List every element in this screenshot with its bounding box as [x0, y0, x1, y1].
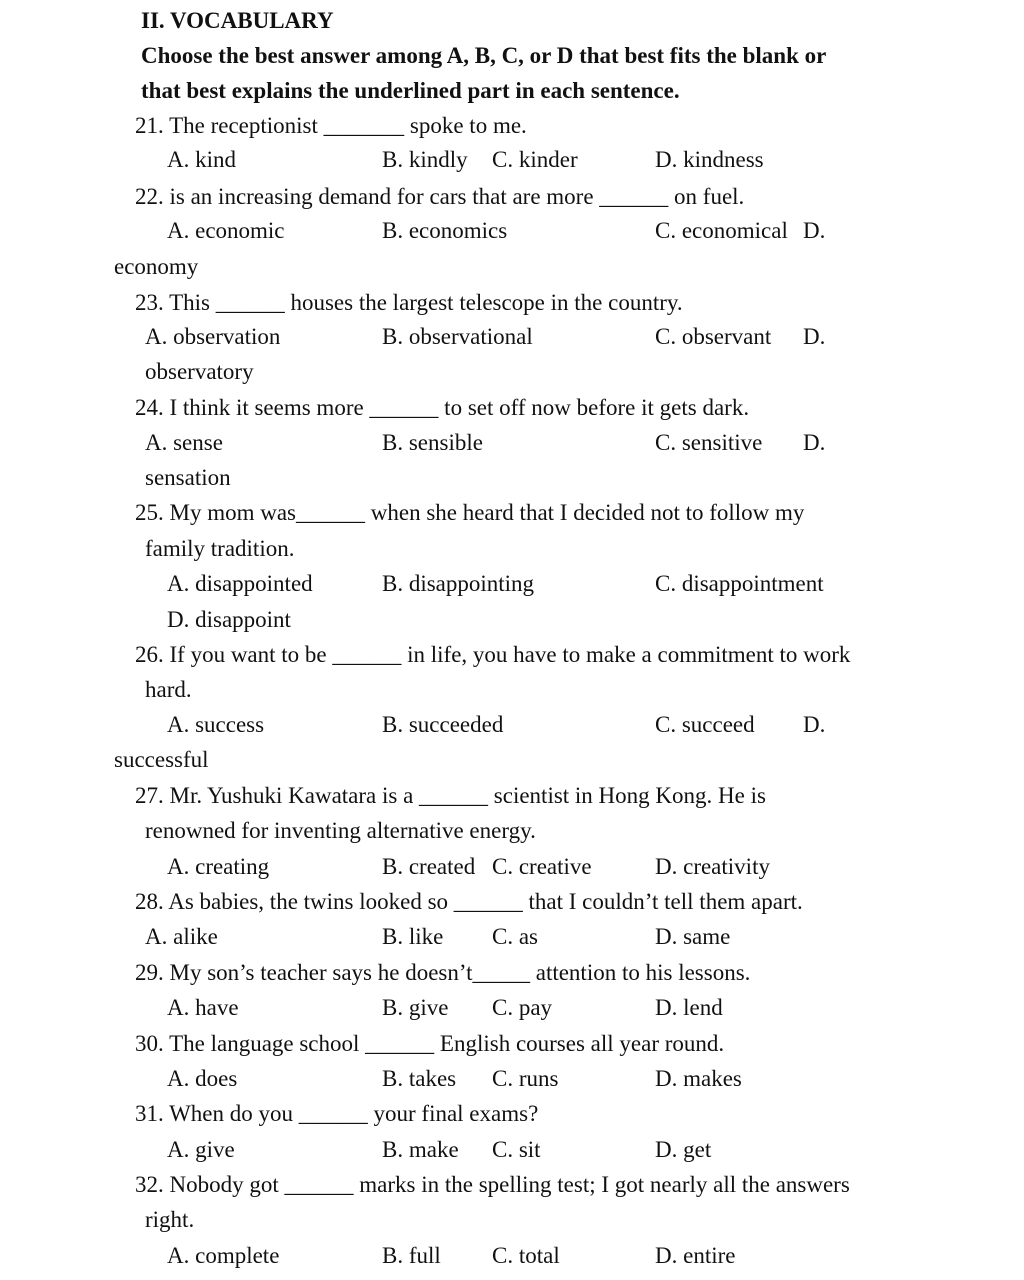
q26-option-b[interactable]: B. succeeded — [382, 712, 504, 737]
question-21-stem: 21. The receptionist _______ spoke to me. — [135, 113, 527, 138]
q21-option-d[interactable]: D. kindness — [655, 147, 764, 172]
q29-option-b[interactable]: B. give — [382, 995, 449, 1020]
q27-option-d[interactable]: D. creativity — [655, 854, 770, 879]
q32-option-a[interactable]: A. complete — [167, 1243, 280, 1268]
q30-option-b[interactable]: B. takes — [382, 1066, 457, 1091]
question-30-stem: 30. The language school ______ English courses all year round. — [135, 1031, 725, 1056]
q25-option-d[interactable]: D. disappoint — [167, 607, 291, 632]
question-28-stem: 28. As babies, the twins looked so ______ that I couldn’t tell them apart. — [135, 889, 803, 914]
q26-option-a[interactable]: A. success — [167, 712, 265, 737]
q28-option-a[interactable]: A. alike — [145, 924, 218, 949]
q23-option-c[interactable]: C. observant — [655, 324, 772, 349]
q23-option-d[interactable]: D. — [803, 324, 826, 349]
section-title: II. VOCABULARY — [141, 8, 334, 33]
q28-option-b[interactable]: B. like — [382, 924, 444, 949]
q27-option-c[interactable]: C. creative — [492, 854, 592, 879]
q23-option-b[interactable]: B. observational — [382, 324, 533, 349]
instruction-line-2: that best explains the underlined part in each sentence. — [141, 78, 680, 103]
question-29-stem: 29. My son’s teacher says he doesn’t_____ attention to his lessons. — [135, 960, 751, 985]
question-26-stem-cont: hard. — [145, 677, 192, 702]
question-27-stem-cont: renowned for inventing alternative energy. — [145, 818, 536, 843]
question-32-stem-cont: right. — [145, 1207, 195, 1232]
q31-option-d[interactable]: D. get — [655, 1137, 712, 1162]
q24-option-c[interactable]: C. sensitive — [655, 430, 763, 455]
q22-option-a[interactable]: A. economic — [167, 218, 285, 243]
question-22-stem: 22. is an increasing demand for cars that are more ______ on fuel. — [135, 184, 745, 209]
q32-option-d[interactable]: D. entire — [655, 1243, 736, 1268]
q21-option-c[interactable]: C. kinder — [492, 147, 578, 172]
q25-option-b[interactable]: B. disappointing — [382, 571, 535, 596]
q22-option-d-text: economy — [114, 254, 199, 279]
question-32-stem: 32. Nobody got ______ marks in the spelling test; I got nearly all the answers — [135, 1172, 850, 1197]
q30-option-a[interactable]: A. does — [167, 1066, 238, 1091]
question-26-stem: 26. If you want to be ______ in life, you have to make a commitment to work — [135, 642, 851, 667]
q26-option-d-text: successful — [114, 747, 209, 772]
q29-option-c[interactable]: C. pay — [492, 995, 553, 1020]
q25-option-c[interactable]: C. disappointment — [655, 571, 824, 596]
instruction-line-1: Choose the best answer among A, B, C, or D that best fits the blank or — [141, 43, 827, 68]
q21-option-b[interactable]: B. kindly — [382, 147, 468, 172]
q27-option-a[interactable]: A. creating — [167, 854, 270, 879]
q27-option-b[interactable]: B. created — [382, 854, 476, 879]
question-25-stem-cont: family tradition. — [145, 536, 295, 561]
q24-option-d-text: sensation — [145, 465, 231, 490]
q30-option-c[interactable]: C. runs — [492, 1066, 559, 1091]
q24-option-d[interactable]: D. — [803, 430, 826, 455]
q30-option-d[interactable]: D. makes — [655, 1066, 742, 1091]
question-25-stem: 25. My mom was______ when she heard that I decided not to follow my — [135, 500, 805, 525]
q32-option-c[interactable]: C. total — [492, 1243, 560, 1268]
q31-option-b[interactable]: B. make — [382, 1137, 459, 1162]
q21-option-a[interactable]: A. kind — [167, 147, 236, 172]
question-23-stem: 23. This ______ houses the largest telescope in the country. — [135, 290, 683, 315]
question-24-stem: 24. I think it seems more ______ to set off now before it gets dark. — [135, 395, 750, 420]
q28-option-d[interactable]: D. same — [655, 924, 731, 949]
q29-option-a[interactable]: A. have — [167, 995, 239, 1020]
q22-option-d[interactable]: D. — [803, 218, 826, 243]
q24-option-b[interactable]: B. sensible — [382, 430, 483, 455]
q26-option-c[interactable]: C. succeed — [655, 712, 755, 737]
q28-option-c[interactable]: C. as — [492, 924, 538, 949]
q24-option-a[interactable]: A. sense — [145, 430, 223, 455]
question-31-stem: 31. When do you ______ your final exams? — [135, 1101, 539, 1126]
q32-option-b[interactable]: B. full — [382, 1243, 441, 1268]
q22-option-b[interactable]: B. economics — [382, 218, 508, 243]
q22-option-c[interactable]: C. economical — [655, 218, 788, 243]
question-27-stem: 27. Mr. Yushuki Kawatara is a ______ scientist in Hong Kong. He is — [135, 783, 766, 808]
q25-option-a[interactable]: A. disappointed — [167, 571, 313, 596]
q31-option-c[interactable]: C. sit — [492, 1137, 541, 1162]
q29-option-d[interactable]: D. lend — [655, 995, 723, 1020]
q23-option-a[interactable]: A. observation — [145, 324, 281, 349]
q23-option-d-text: observatory — [145, 359, 254, 384]
q26-option-d[interactable]: D. — [803, 712, 826, 737]
q31-option-a[interactable]: A. give — [167, 1137, 235, 1162]
